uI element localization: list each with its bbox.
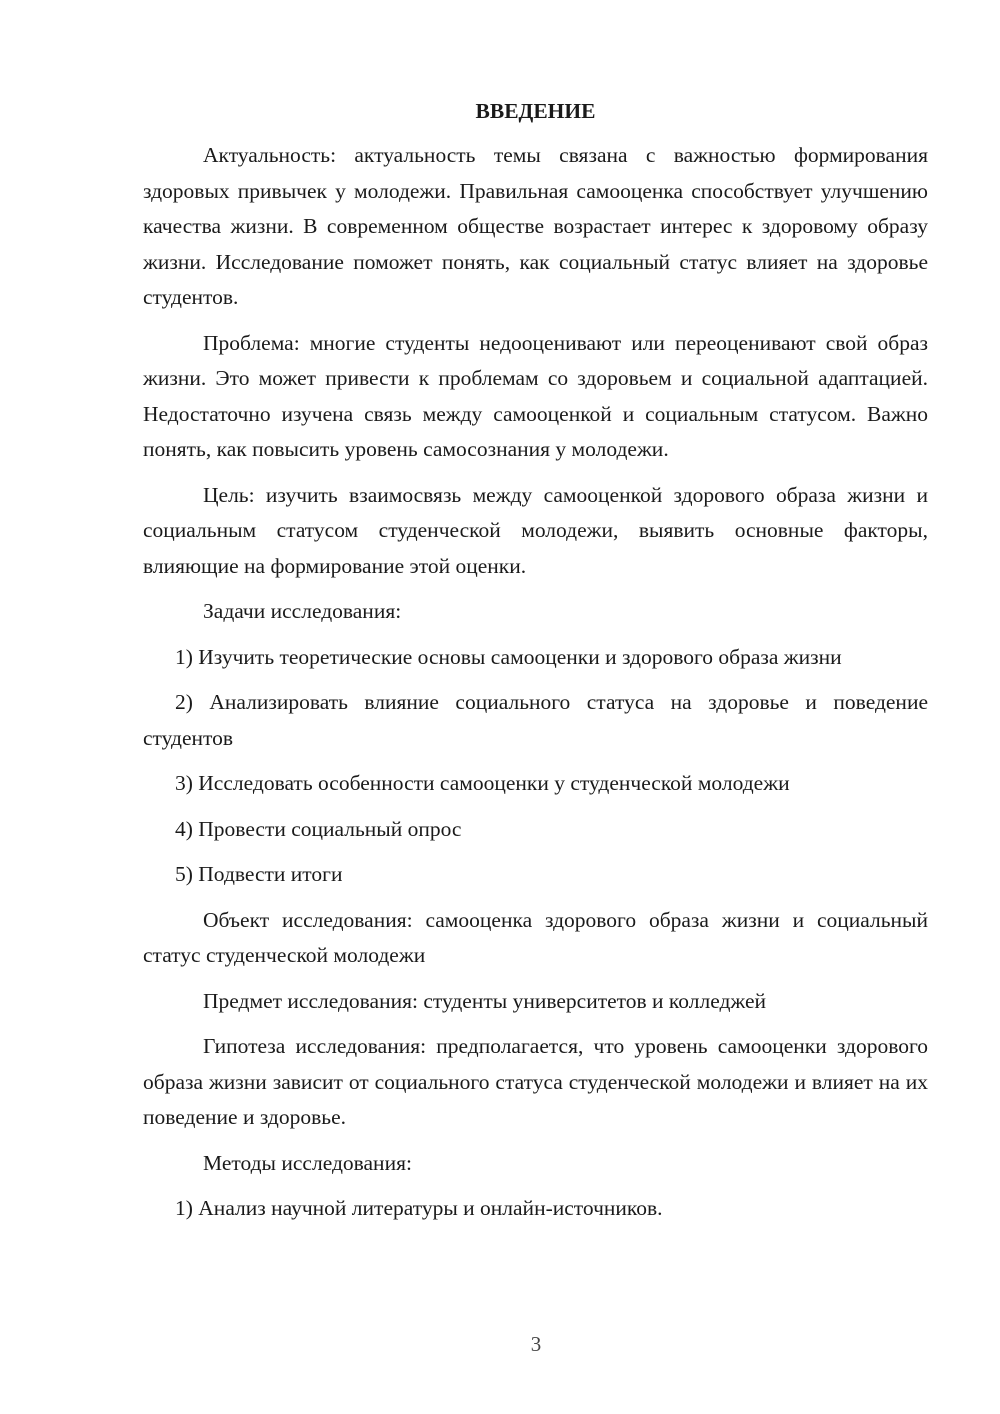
- task-item: 4) Провести социальный опрос: [175, 816, 462, 841]
- method-item: 1) Анализ научной литературы и онлайн-источников.: [175, 1196, 663, 1220]
- task-item: 1) Изучить теоретические основы самооценки и здорового образа жизни: [175, 644, 842, 669]
- subject-paragraph: Предмет исследования: студенты университетов и колледжей: [203, 988, 767, 1013]
- hypothesis-paragraph: Гипотеза исследования: предполагается, что уровень самооценки здорового образа жизни зависит от социального статуса студенческой молодежи и влияет на их поведение и здоровье.: [143, 1034, 928, 1129]
- object-paragraph: Объект исследования: самооценка здорового образа жизни и социальный статус студенческой молодежи: [143, 907, 928, 967]
- problem-paragraph: Проблема: многие студенты недооценивают или переоценивают свой образ жизни. Это может привести к проблемам со здоровьем и социальной адаптацией. Недостаточно изучена связь между самооценкой и социальным статусом. Важно понять, как повысить уровень самосознания у молодежи.: [143, 330, 928, 461]
- document-page: [143, 96, 928, 1237]
- task-item: 3) Исследовать особенности самооценки у студенческой молодежи: [175, 771, 790, 795]
- methods-heading: Методы исследования:: [203, 1150, 412, 1175]
- page-number: 3: [530, 1332, 542, 1356]
- section-title: ВВЕДЕНИЕ: [475, 99, 596, 123]
- goal-paragraph: Цель: изучить взаимосвязь между самооценкой здорового образа жизни и социальным статусом студенческой молодежи, выявить основные факторы, влияющие на формирование этой оценки.: [143, 482, 928, 578]
- task-item: 5) Подвести итоги: [175, 862, 343, 886]
- relevance-paragraph: Актуальность: актуальность темы связана с важностью формирования здоровых привычек у молодежи. Правильная самооценка способствует улучшению качества жизни. В современном обществе возрастает интерес к здоровому образу жизни. Исследование поможет понять, как социальный статус влияет на здоровье студентов.: [143, 143, 928, 309]
- tasks-heading: Задачи исследования:: [203, 599, 402, 623]
- task-item: 2) Анализировать влияние социального статуса на здоровье и поведение студентов: [143, 690, 928, 750]
